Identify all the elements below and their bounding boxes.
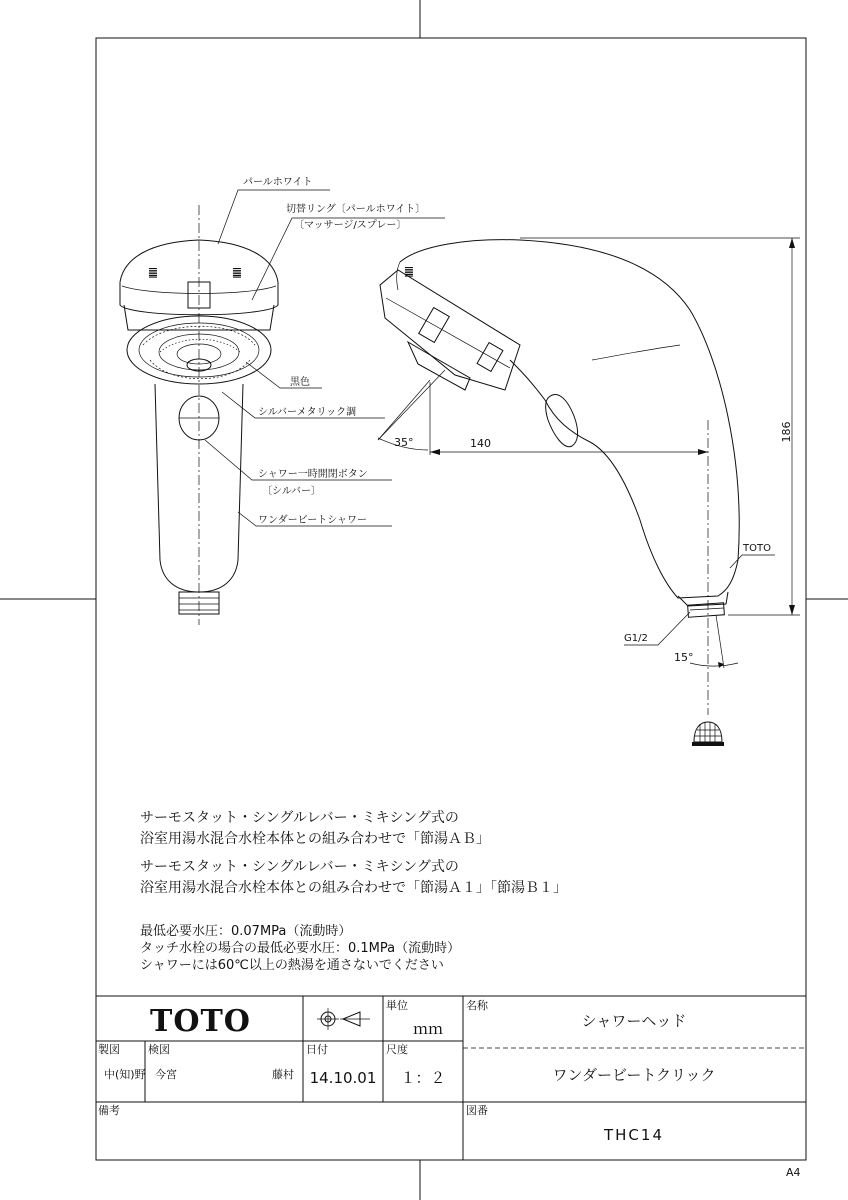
svg-text:浴室用湯水混合水栓本体との組み合わせで「節湯Ａ１」「節湯Ｂ１: 浴室用湯水混合水栓本体との組み合わせで「節湯Ａ１」「節湯Ｂ１」 [140,880,567,896]
svg-text:パールホワイト: パールホワイト [243,177,313,188]
sheet-frame [96,38,806,1160]
svg-text:䷀: ䷀ [404,265,414,278]
svg-text:〔マッサージ/スプレー〕: 〔マッサージ/スプレー〕 [294,220,407,231]
svg-text:浴室用湯水混合水栓本体との組み合わせで「節湯ＡＢ」: 浴室用湯水混合水栓本体との組み合わせで「節湯ＡＢ」 [140,831,490,847]
svg-text:シャワーには60℃以上の熱湯を通さないでください: シャワーには60℃以上の熱湯を通さないでください [140,958,444,973]
svg-text:ワンダービートクリック: ワンダービートクリック [552,1066,716,1084]
svg-text:140: 140 [470,437,491,450]
svg-text:今宮: 今宮 [155,1068,177,1081]
sheet-size: A4 [786,1166,801,1179]
svg-text:サーモスタット・シングルレバー・ミキシング式の: サーモスタット・シングルレバー・ミキシング式の [140,859,459,875]
svg-text:35°: 35° [394,436,414,449]
svg-text:切替リング〔パールホワイト〕: 切替リング〔パールホワイト〕 [286,204,426,215]
svg-text:〔シルバー〕: 〔シルバー〕 [262,486,322,497]
svg-text:備考: 備考 [98,1104,120,1117]
svg-text:THC14: THC14 [603,1126,665,1144]
svg-text:藤村: 藤村 [272,1068,294,1081]
projection-symbol-icon [317,1008,370,1030]
svg-text:タッチ水栓の場合の最低必要水圧：0.1MPa（流動時）: タッチ水栓の場合の最低必要水圧：0.1MPa（流動時） [140,941,461,956]
notes [140,810,567,973]
svg-text:シルバーメタリック調: シルバーメタリック調 [258,407,357,418]
filter-mesh-icon [692,722,724,746]
front-view-labels [243,176,425,526]
toto-logo: TOTO [150,1004,251,1039]
svg-text:検図: 検図 [148,1043,170,1056]
svg-text:サーモスタット・シングルレバー・ミキシング式の: サーモスタット・シングルレバー・ミキシング式の [140,810,459,826]
svg-text:15°: 15° [674,651,694,664]
svg-text:シャワーヘッド: シャワーヘッド [581,1012,687,1030]
svg-text:製図: 製図 [98,1043,120,1056]
svg-text:黒色: 黒色 [290,377,310,388]
svg-text:ワンダービートシャワー: ワンダービートシャワー [258,515,367,526]
svg-text:中(知)野: 中(知)野 [104,1068,146,1081]
svg-text:186: 186 [780,421,793,443]
svg-text:日付: 日付 [306,1043,328,1056]
svg-text:ｍｍ: ｍｍ [413,1020,444,1038]
svg-text:14.10.01: 14.10.01 [309,1069,377,1087]
svg-text:単位: 単位 [386,999,408,1012]
svg-text:尺度: 尺度 [386,1043,408,1056]
svg-text:１：２: １：２ [400,1069,446,1087]
svg-text:TOTO: TOTO [743,543,771,554]
title-block [96,996,806,1160]
svg-text:䷀: ䷀ [232,266,242,279]
svg-text:䷀: ䷀ [148,266,158,279]
svg-text:図番: 図番 [466,1104,488,1117]
side-view-shower-head [380,240,739,618]
svg-text:G1/2: G1/2 [624,633,648,644]
svg-text:最低必要水圧：0.07MPa（流動時）: 最低必要水圧：0.07MPa（流動時） [140,924,352,939]
svg-text:名称: 名称 [466,999,488,1012]
svg-text:シャワー一時開閉ボタン: シャワー一時開閉ボタン [258,469,368,480]
front-view-shower-head [120,205,278,625]
